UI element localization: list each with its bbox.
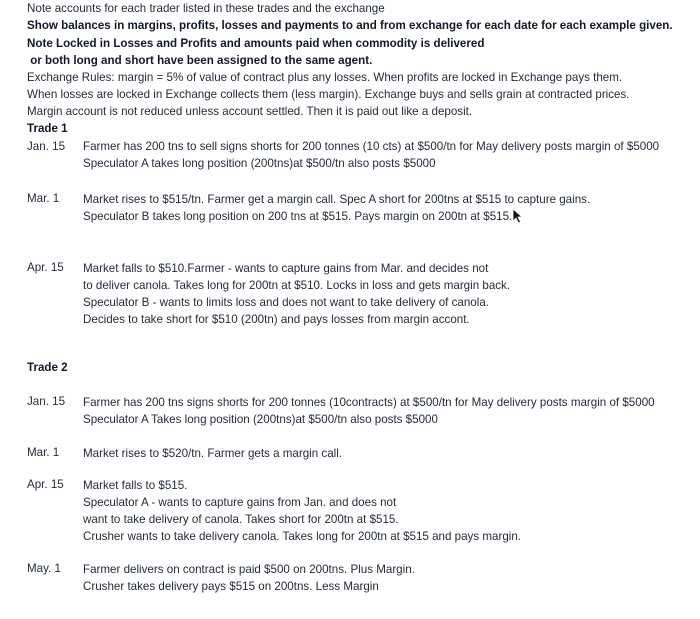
entry-date: Jan. 15 [27,395,66,408]
entry-description [83,138,659,172]
entry-line: want to take delivery of canola. Takes short for 200tn at $515. [83,513,399,526]
entry-line: Farmer delivers on contract is paid $500 on 200tns. Plus Margin. [83,563,415,576]
entry-line: Speculator B - wants to limits loss and does not want to take delivery of canola. [83,296,489,309]
entry-line: Speculator A - wants to capture gains from Jan. and does not [83,496,397,509]
entry-date: Jan. 15 [27,140,66,153]
entry-date: Mar. 1 [27,192,60,205]
entry-description [83,477,521,545]
intro-line-3: Note Locked in Losses and Profits and amounts paid when commodity is delivered [27,37,485,50]
entry-date: Apr. 15 [27,261,64,274]
intro-line-7: Margin account is not reduced unless account settled. Then it is paid out like a deposit. [27,105,473,118]
intro-line-4: or both long and short have been assigned to the same agent. [27,54,373,67]
entry-line: Market falls to $515. [83,479,188,492]
entry-line: Speculator B takes long position on 200 tns at $515. Pays margin on 200tn at $515. [83,210,513,223]
intro-line-6: When losses are locked in Exchange collects them (less margin). Exchange buys and sells grain at contracted prices. [27,88,630,101]
entry-line: Decides to take short for $510 (200tn) and pays losses from margin accont. [83,313,470,326]
entry-description [83,394,655,428]
entry-line: Market rises to $515/tn. Farmer get a margin call. Spec A short for 200tns at $515 to capture gains. [83,193,591,206]
trade-2-heading: Trade 2 [27,361,68,374]
entry-date: May. 1 [27,562,61,575]
entry-line: Crusher takes delivery pays $515 on 200tns. Less Margin [83,580,379,593]
entry-line: Farmer has 200 tns to sell signs shorts for 200 tonnes (10 cts) at $500/tn for May delivery posts margin of $5000 [83,140,660,153]
intro-line-2: Show balances in margins, profits, losses and payments to and from exchange for each date for each example given. [27,19,673,32]
entry-line: Speculator A Takes long position (200tns)at $500/tn also posts $5000 [83,413,438,426]
intro-line-5: Exchange Rules: margin = 5% of value of contract plus any losses. When profits are locked in Exchange pays them. [27,71,623,84]
mouse-pointer-icon [512,208,524,224]
entry-line: Speculator A takes long position (200tns)at $500/tn also posts $5000 [83,157,436,170]
entry-line: to deliver canola. Takes long for 200tn at $510. Locks in loss and gets margin back. [83,279,511,292]
intro-line-1: Note accounts for each trader listed in these trades and the exchange [27,2,385,15]
entry-description [83,260,510,328]
entry-line: Crusher wants to take delivery canola. Takes long for 200tn at $515 and pays margin. [83,530,522,543]
entry-line: Market falls to $510.Farmer - wants to capture gains from Mar. and decides not [83,262,489,275]
entry-date: Mar. 1 [27,446,60,459]
entry-line: Market rises to $520/tn. Farmer gets a margin call. [83,447,343,460]
entry-description [83,445,342,462]
entry-date: Apr. 15 [27,478,64,491]
entry-line: Farmer has 200 tns signs shorts for 200 tonnes (10contracts) at $500/tn for May delivery posts margin of $5000 [83,396,655,409]
trade-1-heading: Trade 1 [27,122,68,135]
entry-description [83,561,415,595]
